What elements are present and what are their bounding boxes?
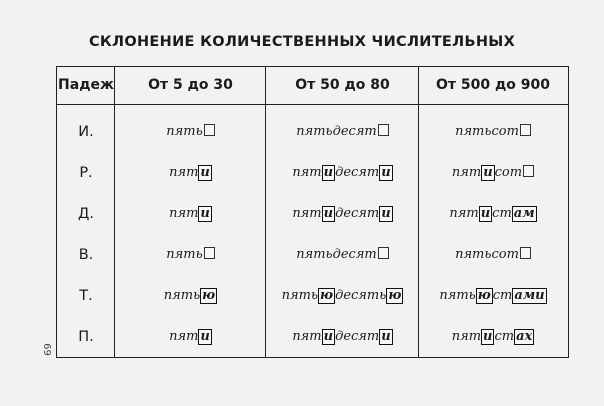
case-label: И.	[78, 124, 94, 140]
connecting-vowel-box: и	[323, 329, 334, 344]
word-stem: десят	[335, 206, 380, 221]
word-stem: пят	[451, 329, 482, 344]
table-row	[57, 193, 568, 235]
ending-box: и	[381, 165, 391, 180]
word-stem: пятьдесят	[296, 124, 377, 139]
case-label: П.	[78, 329, 94, 345]
ending-box: и	[200, 329, 210, 344]
numeral-form	[419, 152, 567, 194]
word-stem: пять	[166, 124, 203, 139]
case-label: Т.	[79, 288, 93, 304]
ending-box: ю	[388, 288, 402, 303]
page-title: СКЛОНЕНИЕ КОЛИЧЕСТВЕННЫХ ЧИСЛИТЕЛЬНЫХ	[88, 34, 516, 50]
header-500-900: От 500 до 900	[435, 77, 550, 93]
connecting-vowel-box: и	[483, 329, 493, 344]
numeral-form	[266, 111, 419, 153]
table-header	[57, 67, 568, 105]
numeral-form	[419, 316, 567, 358]
ending-box: и	[200, 206, 210, 221]
zero-ending-box	[520, 247, 531, 259]
numeral-form	[266, 234, 419, 276]
numeral-form	[419, 193, 567, 235]
word-stem: пят	[169, 206, 199, 221]
table-row	[57, 111, 568, 153]
page-number: 69	[40, 343, 52, 356]
word-stem: пят	[449, 206, 479, 221]
numeral-form	[115, 234, 266, 276]
word-stem: ст	[492, 206, 512, 221]
word-stem: пятьсот	[455, 247, 519, 262]
table-row	[57, 152, 568, 194]
table-row	[57, 275, 568, 317]
declension-table	[56, 66, 569, 358]
connecting-vowel-box: и	[323, 206, 334, 221]
numeral-form	[115, 275, 266, 317]
zero-ending-box	[204, 247, 215, 259]
ending-box: ам	[513, 206, 535, 221]
word-stem: пять	[281, 288, 319, 303]
word-stem: десят	[335, 165, 380, 180]
connecting-vowel-box: ю	[477, 288, 491, 303]
connecting-vowel-box: ю	[320, 288, 334, 303]
numeral-form	[266, 152, 419, 194]
word-stem: пят	[169, 165, 199, 180]
word-stem: десят	[335, 329, 380, 344]
word-stem: сот	[494, 165, 523, 180]
connecting-vowel-box: и	[480, 206, 491, 221]
ending-box: и	[381, 329, 391, 344]
header-case: Падеж	[58, 77, 114, 93]
ending-box: ами	[514, 288, 545, 303]
table-row	[57, 234, 568, 276]
numeral-form	[419, 111, 567, 153]
numeral-form	[115, 193, 266, 235]
case-label: Д.	[78, 206, 94, 222]
ending-box: ах	[516, 329, 533, 344]
case-label: В.	[78, 247, 94, 263]
zero-ending-box	[378, 247, 389, 259]
word-stem: пятьсот	[455, 124, 519, 139]
ending-box: ю	[202, 288, 216, 303]
numeral-form	[419, 234, 567, 276]
word-stem: пять	[163, 288, 201, 303]
word-stem: пят	[169, 329, 199, 344]
connecting-vowel-box: и	[483, 165, 493, 180]
numeral-form	[115, 152, 266, 194]
word-stem: пят	[292, 329, 322, 344]
ending-box: и	[381, 206, 391, 221]
zero-ending-box	[520, 124, 531, 136]
header-50-80: От 50 до 80	[295, 77, 390, 93]
zero-ending-box	[378, 124, 389, 136]
table-row	[57, 316, 568, 358]
zero-ending-box	[204, 124, 215, 136]
ending-box: и	[200, 165, 210, 180]
numeral-form	[266, 275, 419, 317]
word-stem: десять	[335, 288, 387, 303]
word-stem: ст	[494, 329, 515, 344]
numeral-form	[266, 316, 419, 358]
word-stem: пять	[439, 288, 476, 303]
numeral-form	[115, 316, 266, 358]
numeral-form	[115, 111, 266, 153]
zero-ending-box	[523, 165, 534, 177]
header-5-30: От 5 до 30	[148, 77, 233, 93]
word-stem: пятьдесят	[296, 247, 377, 262]
case-label: Р.	[79, 165, 93, 181]
numeral-form	[419, 275, 567, 317]
connecting-vowel-box: и	[323, 165, 334, 180]
word-stem: ст	[492, 288, 513, 303]
word-stem: пят	[292, 206, 322, 221]
word-stem: пять	[166, 247, 203, 262]
word-stem: пят	[292, 165, 322, 180]
word-stem: пят	[451, 165, 482, 180]
numeral-form	[266, 193, 419, 235]
